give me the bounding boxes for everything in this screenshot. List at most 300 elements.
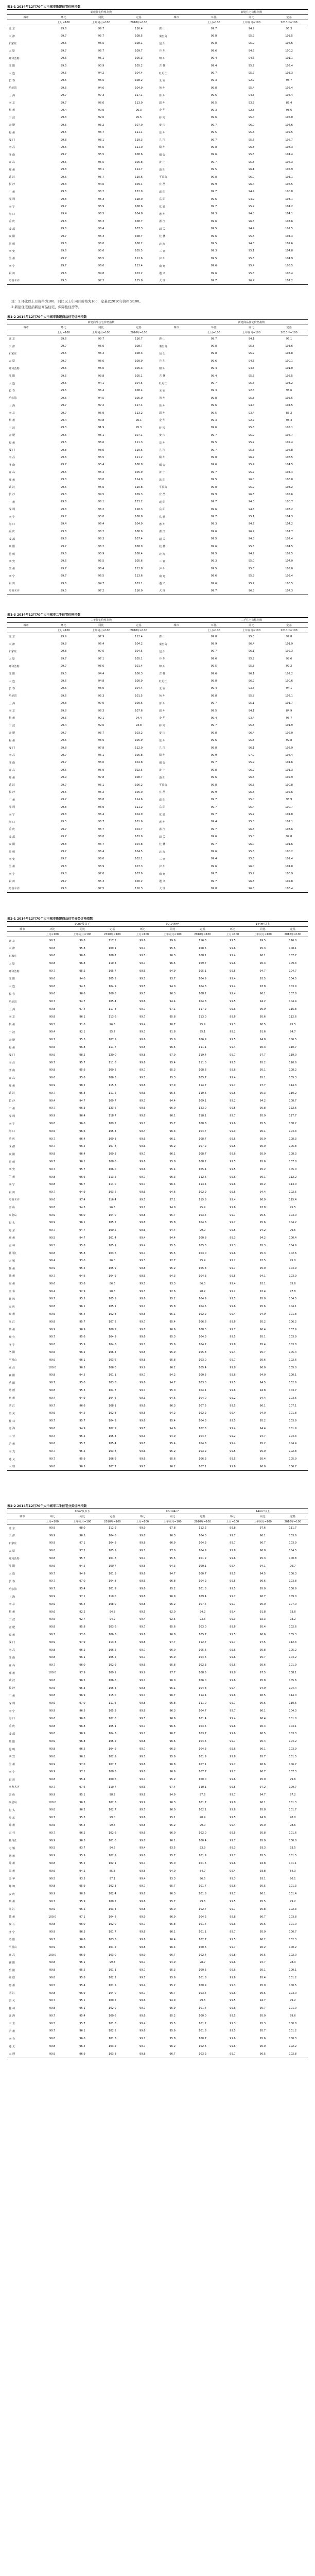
value-cell: 99.4 xyxy=(230,954,236,958)
city-cell: 济 宁 xyxy=(159,769,166,772)
value-cell: 95.7 xyxy=(259,1350,266,1354)
value-cell: 93.8 xyxy=(259,1206,266,1209)
value-cell: 94.5 xyxy=(248,367,255,370)
value-cell: 107.8 xyxy=(289,1160,297,1163)
value-cell: 104.6 xyxy=(108,1534,116,1537)
value-cell: 102.0 xyxy=(108,2007,116,2010)
city-cell: 洛 阳 xyxy=(9,1938,15,1942)
city-cell: 福 州 xyxy=(9,1633,15,1637)
value-cell: 99.7 xyxy=(60,153,67,157)
value-cell: 99.6 xyxy=(60,680,67,683)
value-cell: 94.4 xyxy=(248,190,255,194)
city-cell: 上 海 xyxy=(9,94,15,97)
city-cell: 泉 州 xyxy=(159,131,166,134)
city-cell: 惠 州 xyxy=(9,1984,15,1988)
value-cell: 111.0 xyxy=(199,1702,206,1705)
value-cell: 99.6 xyxy=(139,970,146,973)
value-cell: 99.6 xyxy=(230,1976,236,1979)
value-cell: 99.5 xyxy=(60,716,67,720)
table-row xyxy=(7,1082,308,1090)
value-cell: 99.7 xyxy=(128,1463,157,1470)
value-cell: 103.0 xyxy=(108,1953,116,1957)
value-cell: 117.1 xyxy=(135,94,143,97)
value-cell: 95.5 xyxy=(79,1297,85,1301)
value-cell: 99.7 xyxy=(230,1709,236,1713)
table-row xyxy=(7,173,308,180)
value-cell: 104.5 xyxy=(289,1297,297,1301)
value-cell: 94.7 xyxy=(259,970,266,973)
value-cell: 104.8 xyxy=(135,761,143,765)
value-cell: 99.5 xyxy=(230,1038,236,1042)
city-cell: 青 岛 xyxy=(9,1076,15,1080)
table-row xyxy=(7,1715,308,1722)
value-cell: 104.6 xyxy=(108,1396,116,1400)
value-cell: 93.6 xyxy=(199,1618,206,1621)
value-cell: 99.7 xyxy=(60,404,67,408)
table-row xyxy=(7,752,308,759)
value-cell: 99.9 xyxy=(139,1366,146,1369)
city-cell: 宜 昌 xyxy=(159,183,166,187)
value-cell: 95.6 xyxy=(259,1015,266,1019)
value-cell: 97.0 xyxy=(79,1580,85,1583)
value-cell: 99.4 xyxy=(211,820,217,824)
value-cell: 99.8 xyxy=(49,946,56,950)
table-row xyxy=(7,1959,308,1967)
table-row xyxy=(7,1852,308,1860)
value-cell: 93.8 xyxy=(259,1869,266,1873)
header-sub: 上年同月=100 xyxy=(82,628,120,633)
value-cell: 95.2 xyxy=(248,657,255,660)
value-cell: 99.5 xyxy=(230,2014,236,2018)
value-cell: 99.6 xyxy=(230,1694,236,1698)
value-cell: 99.8 xyxy=(139,1114,146,1118)
value-cell: 99.8 xyxy=(211,396,217,400)
city-cell: 安 庆 xyxy=(9,1305,15,1309)
table-row xyxy=(7,335,308,343)
city-cell: 天 津 xyxy=(9,947,15,951)
table-row xyxy=(7,1143,308,1150)
value-cell: 95.4 xyxy=(259,1458,266,1461)
value-cell: 96.3 xyxy=(79,1930,85,1934)
value-cell: 108.5 xyxy=(199,1671,206,1675)
value-cell: 105.5 xyxy=(108,1549,116,1553)
value-cell: 95.8 xyxy=(248,724,255,727)
value-cell: 103.6 xyxy=(108,1381,116,1385)
value-cell: 97.9 xyxy=(169,1053,176,1057)
value-cell: 99.7 xyxy=(230,1602,236,1606)
value-cell: 99.3 xyxy=(211,389,217,393)
value-cell: 96.9 xyxy=(67,2050,97,2058)
value-cell: 95.8 xyxy=(169,1015,176,1019)
header-city-blank xyxy=(7,922,37,927)
value-cell: 94.8 xyxy=(109,1610,116,1614)
value-cell: 99.8 xyxy=(139,1702,146,1705)
value-cell: 99.8 xyxy=(230,1953,236,1957)
city-cell: 昆 明 xyxy=(9,850,15,854)
city-cell: 海 口 xyxy=(9,522,15,526)
value-cell: 118.3 xyxy=(135,507,143,511)
value-cell: 99.7 xyxy=(211,761,217,765)
header-sub: 2010年=100 xyxy=(187,932,217,937)
value-cell: 94.4 xyxy=(259,1191,266,1194)
value-cell: 99.8 xyxy=(230,1915,236,1919)
header-sub xyxy=(7,628,45,633)
value-cell: 95.1 xyxy=(79,1793,85,1797)
table-row xyxy=(7,670,308,677)
value-cell: 108.2 xyxy=(135,242,143,246)
value-cell: 99.8 xyxy=(211,352,217,355)
value-cell: 99.8 xyxy=(60,478,67,482)
city-cell: 郑 州 xyxy=(9,168,15,172)
table-row xyxy=(7,1524,308,1532)
city-cell: 南 宁 xyxy=(9,515,15,519)
value-cell: 106.2 xyxy=(135,783,143,787)
value-cell: 99.9 xyxy=(139,1953,146,1957)
value-cell: 99.6 xyxy=(230,1320,236,1324)
city-cell: 赣 州 xyxy=(159,754,166,757)
value-cell: 96.1 xyxy=(79,1755,85,1758)
value-cell: 96.3 xyxy=(135,108,142,112)
value-cell: 95.6 xyxy=(169,1343,176,1347)
value-cell: 100.0 xyxy=(48,1671,57,1675)
value-cell: 104.9 xyxy=(108,1274,116,1278)
value-cell: 101.2 xyxy=(199,2022,206,2025)
value-cell: 103.9 xyxy=(289,985,297,988)
table-row xyxy=(7,1341,308,1349)
value-cell: 96.1 xyxy=(248,746,255,750)
value-cell: 108.2 xyxy=(289,1122,297,1126)
value-cell: 95.9 xyxy=(259,1839,266,1842)
value-cell: 102.5 xyxy=(108,1854,116,1858)
value-cell: 91.8 xyxy=(259,1610,266,1614)
value-cell: 99.5 xyxy=(230,1831,236,1835)
value-cell: 104.5 xyxy=(285,545,293,548)
value-cell: 99.5 xyxy=(230,1091,236,1095)
city-cell: 唐 山 xyxy=(159,337,166,341)
value-cell: 95.4 xyxy=(169,1320,176,1324)
value-cell: 101.0 xyxy=(289,1923,297,1926)
table-row xyxy=(7,350,308,357)
city-cell: 蚌 埠 xyxy=(9,1885,15,1888)
value-cell: 103.1 xyxy=(285,197,293,201)
value-cell: 99.3 xyxy=(211,249,217,253)
value-cell: 99.6 xyxy=(60,367,67,370)
value-cell: 99.4 xyxy=(60,418,67,422)
header-col-row xyxy=(7,325,308,330)
city-cell: 泸 州 xyxy=(9,1442,15,1446)
value-cell: 102.6 xyxy=(289,1381,297,1385)
value-cell: 99.8 xyxy=(49,1557,56,1561)
value-cell: 97.1 xyxy=(79,1595,85,1599)
value-cell: 107.3 xyxy=(289,1770,297,1774)
value-cell: 96.1 xyxy=(79,2007,85,2010)
value-cell: 114.7 xyxy=(135,168,143,172)
city-cell: 唐 山 xyxy=(9,1206,15,1210)
value-cell: 92.8 xyxy=(248,389,255,393)
value-cell: 106.7 xyxy=(285,138,293,142)
value-cell: 96.8 xyxy=(169,1580,176,1583)
city-cell: 西 宁 xyxy=(9,1183,15,1187)
value-cell: 97.8 xyxy=(169,1527,176,1530)
value-cell: 99.8 xyxy=(60,642,67,646)
table-row xyxy=(7,210,308,217)
value-cell: 104.4 xyxy=(135,687,143,690)
table-row xyxy=(7,195,308,202)
city-cell: 无 锡 xyxy=(9,1846,15,1850)
value-cell: 99.8 xyxy=(139,1221,146,1225)
value-cell: 96.8 xyxy=(79,962,85,965)
value-cell: 97.7 xyxy=(169,1640,176,1644)
header-city-blank xyxy=(7,10,45,15)
value-cell: 97.8 xyxy=(289,1290,296,1293)
value-cell: 95.6 xyxy=(248,257,255,260)
city-cell: 安 庆 xyxy=(9,1892,15,1896)
value-cell: 99.9 xyxy=(49,1839,56,1842)
header-group: 新建商品住宅价格指数 xyxy=(195,320,308,325)
value-cell: 99.5 xyxy=(230,1580,236,1583)
value-cell: 111.7 xyxy=(289,1527,297,1530)
value-cell: 112.6 xyxy=(135,257,143,260)
value-cell: 100.4 xyxy=(289,1236,297,1240)
value-cell: 96.5 xyxy=(248,219,255,223)
value-cell: 96.5 xyxy=(259,1991,266,1995)
table-row xyxy=(7,990,308,998)
value-cell: 96.6 xyxy=(169,1724,176,1728)
value-cell: 99.7 xyxy=(139,1778,146,1782)
value-cell: 105.3 xyxy=(108,1709,116,1713)
value-cell: 104.5 xyxy=(135,650,143,653)
value-cell: 96.2 xyxy=(79,1679,85,1682)
city-cell: 青 岛 xyxy=(9,1664,15,1667)
value-cell: 99.7 xyxy=(49,1297,56,1301)
value-cell: 99.5 xyxy=(230,1587,236,1591)
value-cell: 94.9 xyxy=(169,1999,176,2003)
value-cell: 100.2 xyxy=(135,879,143,883)
value-cell: 99.7 xyxy=(49,1191,56,1194)
value-cell: 106.7 xyxy=(278,1463,308,1470)
table-row xyxy=(7,655,308,663)
value-cell: 96.1 xyxy=(248,650,255,653)
table-row xyxy=(7,1425,308,1433)
value-cell: 95.3 xyxy=(259,946,266,950)
table-row xyxy=(7,1097,308,1105)
value-cell: 99.7 xyxy=(139,1557,146,1561)
table-row xyxy=(7,1204,308,1211)
value-cell: 100.5 xyxy=(289,1984,297,1987)
value-cell: 94.7 xyxy=(98,582,104,585)
value-cell: 96.7 xyxy=(259,1915,266,1919)
value-cell: 96.1 xyxy=(286,337,292,341)
value-cell: 99.6 xyxy=(211,404,217,408)
city-cell: 南 昌 xyxy=(9,146,15,149)
table-row xyxy=(7,1013,308,1021)
value-cell: 105.0 xyxy=(135,790,143,794)
table-row xyxy=(7,240,308,247)
value-cell: 95.3 xyxy=(79,1388,85,1392)
value-cell: 99.7 xyxy=(230,1267,236,1270)
value-cell: 100.6 xyxy=(199,1945,206,1949)
value-cell: 99.6 xyxy=(60,190,67,194)
value-cell: 95.4 xyxy=(169,1419,176,1423)
table-row xyxy=(7,1265,308,1273)
header-sub xyxy=(7,330,45,335)
value-cell: 99.8 xyxy=(49,1648,56,1652)
value-cell: 107.3 xyxy=(135,227,143,231)
value-cell: 99.7 xyxy=(49,1274,56,1278)
value-cell: 96.4 xyxy=(98,227,104,231)
city-cell: 郑 州 xyxy=(9,478,15,482)
value-cell: 99.7 xyxy=(230,1892,236,1896)
value-cell: 99.6 xyxy=(211,94,217,97)
value-cell: 96.1 xyxy=(98,753,104,757)
city-cell: 蚌 埠 xyxy=(159,724,166,727)
table-row xyxy=(7,1044,308,1052)
value-cell: 94.2 xyxy=(169,1412,176,1415)
table-row xyxy=(7,469,308,476)
value-cell: 99.7 xyxy=(49,1229,56,1232)
value-cell: 99.9 xyxy=(49,1213,56,1217)
value-cell: 112.7 xyxy=(199,1640,206,1644)
table-row xyxy=(7,491,308,498)
value-cell: 99.6 xyxy=(49,1717,56,1720)
value-cell: 99.9 xyxy=(60,776,67,779)
city-cell: 大 连 xyxy=(9,985,15,989)
value-cell: 100.0 xyxy=(48,1366,57,1369)
value-cell: 99.9 xyxy=(199,1229,206,1232)
value-cell: 95.1 xyxy=(199,1030,206,1034)
value-cell: 101.5 xyxy=(135,694,143,698)
value-cell: 92.9 xyxy=(79,1290,85,1293)
value-cell: 104.7 xyxy=(199,1434,206,1438)
value-cell: 101.5 xyxy=(108,1984,116,1987)
city-cell: 锦 州 xyxy=(9,1824,15,1827)
value-cell: 109.2 xyxy=(108,1122,116,1126)
value-cell: 115.8 xyxy=(120,277,157,284)
table-row xyxy=(7,818,308,825)
value-cell: 99.6 xyxy=(211,197,217,201)
value-cell: 103.6 xyxy=(289,1396,297,1400)
value-cell: 104.9 xyxy=(135,522,143,526)
value-cell: 101.6 xyxy=(135,820,143,824)
value-cell: 104.3 xyxy=(199,1541,206,1545)
value-cell: 95.5 xyxy=(169,1244,176,1247)
header-group: 90-144m² xyxy=(128,922,218,927)
value-cell: 95.0 xyxy=(259,1297,266,1301)
value-cell: 101.9 xyxy=(285,724,293,727)
city-cell: 南 充 xyxy=(159,264,166,268)
city-cell: 太 原 xyxy=(9,657,15,661)
value-cell: 96.4 xyxy=(98,389,104,393)
value-cell: 91.6 xyxy=(259,1030,266,1034)
value-cell: 97.2 xyxy=(82,587,120,595)
value-cell: 95.8 xyxy=(259,1679,266,1682)
city-cell: 湛 江 xyxy=(159,530,166,534)
value-cell: 95.3 xyxy=(135,426,142,430)
value-cell: 106.4 xyxy=(108,1350,116,1354)
table-row xyxy=(7,99,308,106)
value-cell: 102.2 xyxy=(199,1312,206,1316)
value-cell: 96.2 xyxy=(259,1938,266,1941)
value-cell: 99.5 xyxy=(211,242,217,246)
value-cell: 107.8 xyxy=(289,992,297,996)
table-row xyxy=(7,513,308,520)
value-cell: 99.7 xyxy=(230,1762,236,1766)
value-cell: 97.1 xyxy=(79,1915,85,1919)
value-cell: 99.3 xyxy=(211,418,217,422)
value-cell: 104.9 xyxy=(289,1244,297,1247)
value-cell: 95.6 xyxy=(248,382,255,385)
value-cell: 105.8 xyxy=(135,160,143,164)
value-cell: 101.8 xyxy=(285,865,293,868)
value-cell: 108.6 xyxy=(135,153,143,157)
table-row xyxy=(7,1356,308,1364)
value-cell: 99.5 xyxy=(230,1191,236,1194)
city-cell: 银 川 xyxy=(9,880,15,884)
value-cell: 96.0 xyxy=(98,242,104,246)
value-cell: 99.4 xyxy=(230,1610,236,1614)
value-cell: 96.5 xyxy=(79,1892,85,1896)
table-row xyxy=(7,1059,308,1066)
value-cell: 99.6 xyxy=(139,1145,146,1148)
value-cell: 99.6 xyxy=(230,1625,236,1629)
value-cell: 96.2 xyxy=(248,768,255,772)
city-cell: 成 都 xyxy=(9,227,15,231)
value-cell: 104.8 xyxy=(199,1686,206,1690)
value-cell: 97.6 xyxy=(199,1793,206,1797)
value-cell: 93.8 xyxy=(135,724,142,727)
value-cell: 97.1 xyxy=(109,1877,116,1880)
value-cell: 119.0 xyxy=(289,1053,297,1057)
city-cell: 安 庆 xyxy=(159,732,166,735)
value-cell: 95.5 xyxy=(169,1557,176,1561)
city-cell: 洛 阳 xyxy=(159,168,166,172)
table-row xyxy=(7,1784,308,1791)
value-cell: 99.5 xyxy=(211,411,217,415)
value-cell: 99.6 xyxy=(211,153,217,157)
value-cell: 99.6 xyxy=(139,1580,146,1583)
value-cell: 99.7 xyxy=(230,1640,236,1644)
city-cell: 长 沙 xyxy=(9,1687,15,1690)
value-cell: 119.3 xyxy=(135,138,143,142)
city-cell: 合 肥 xyxy=(9,732,15,735)
value-cell: 99.8 xyxy=(139,1267,146,1270)
value-cell: 99.5 xyxy=(230,1229,236,1232)
value-cell: 96.5 xyxy=(259,1694,266,1698)
value-cell: 111.2 xyxy=(135,805,143,809)
value-cell: 93.8 xyxy=(259,985,266,988)
value-cell: 95.8 xyxy=(259,1648,266,1652)
city-cell: 西 宁 xyxy=(9,574,15,578)
value-cell: 97.0 xyxy=(79,1633,85,1637)
value-cell: 95.3 xyxy=(259,2022,266,2025)
value-cell: 108.0 xyxy=(108,1602,116,1606)
value-cell: 95.3 xyxy=(248,665,255,668)
value-cell: 96.9 xyxy=(79,1732,85,1736)
city-cell: 大 连 xyxy=(9,72,15,75)
value-cell: 99.6 xyxy=(139,2014,146,2018)
value-cell: 94.2 xyxy=(248,27,255,30)
value-cell: 113.0 xyxy=(199,1015,206,1019)
header-group: 90-144m² xyxy=(128,1509,218,1514)
header-city-blank xyxy=(7,618,45,623)
value-cell: 104.2 xyxy=(289,1656,297,1659)
city-cell: 吉 林 xyxy=(159,672,166,676)
value-cell: 92.0 xyxy=(169,1610,176,1614)
value-cell: 99.6 xyxy=(60,768,67,772)
value-cell: 96.7 xyxy=(157,2050,187,2058)
value-cell: 92.1 xyxy=(98,716,104,720)
value-cell: 99.7 xyxy=(139,1388,146,1392)
